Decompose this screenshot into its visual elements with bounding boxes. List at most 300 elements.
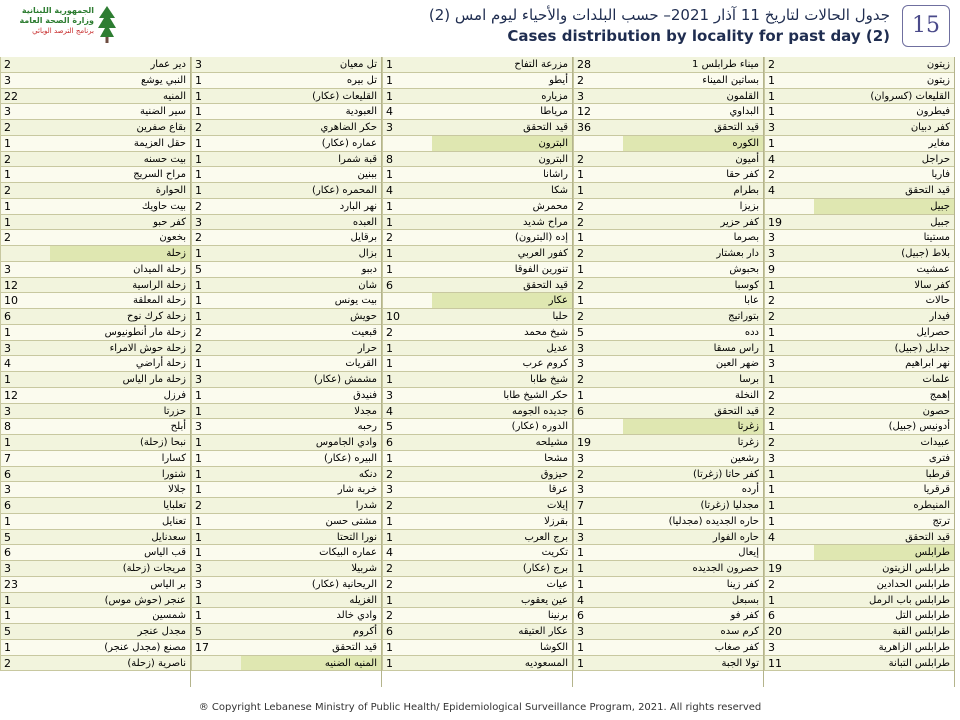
- case-count: 36: [573, 120, 623, 135]
- locality-name: زغرتا: [623, 419, 763, 434]
- locality-name: مصنع (مجدل عنجر): [104, 641, 186, 653]
- locality-name: العبودية: [345, 106, 377, 118]
- case-count: 2: [382, 608, 432, 623]
- table-row: [764, 309, 954, 325]
- locality-name: بقرزلا: [544, 515, 568, 527]
- case-count: 1: [382, 246, 432, 261]
- locality-name: حراجل: [921, 153, 950, 165]
- case-count: 2: [191, 498, 241, 513]
- table-row: [573, 167, 763, 183]
- locality-name: مريجات (زحلة): [122, 563, 186, 574]
- locality-name: قيد التحقق: [523, 279, 568, 291]
- table-row: [573, 199, 763, 215]
- locality-name: فنيدق: [353, 389, 377, 401]
- locality-name: طرابلس باب الرمل: [869, 594, 950, 606]
- case-count: 1: [382, 341, 432, 356]
- case-count: 1: [191, 451, 241, 466]
- case-count: 1: [764, 104, 814, 119]
- case-count: 2: [573, 199, 623, 214]
- table-row: [382, 640, 572, 656]
- table-row: [0, 451, 190, 467]
- table-row: [573, 404, 763, 420]
- case-count: 2: [764, 167, 814, 182]
- case-count: 1: [764, 372, 814, 387]
- locality-name: سير الضنية: [140, 106, 186, 118]
- case-count: 3: [382, 482, 432, 497]
- table-row: [0, 624, 190, 640]
- locality-name: القريات: [345, 358, 377, 370]
- case-count: 4: [382, 404, 432, 419]
- table-row: [0, 120, 190, 136]
- locality-name: القليعات (عكار): [312, 90, 377, 102]
- case-count: 3: [764, 451, 814, 466]
- locality-name: كفر حقا: [726, 169, 759, 181]
- case-count: 1: [0, 640, 50, 655]
- locality-name: مشحا: [544, 452, 568, 464]
- case-count: 2: [0, 656, 50, 671]
- table-column: [573, 57, 764, 687]
- locality-name: حاره الفوار: [712, 531, 759, 543]
- table-row: [382, 199, 572, 215]
- locality-name: شيخ طابا: [530, 374, 568, 385]
- case-count: 3: [764, 640, 814, 655]
- table-row: [191, 372, 381, 388]
- case-count: [191, 656, 241, 671]
- case-count: 2: [382, 498, 432, 513]
- table-row: [382, 435, 572, 451]
- case-count: 1: [382, 215, 432, 230]
- locality-name: مشمش (عكار): [313, 374, 377, 385]
- locality-name: الغزيله: [349, 594, 377, 606]
- locality-name: مراح السريج: [133, 169, 186, 181]
- case-count: 6: [573, 608, 623, 623]
- case-count: 1: [0, 199, 50, 214]
- case-count: 2: [382, 561, 432, 576]
- table-row: [0, 278, 190, 294]
- case-count: 4: [382, 104, 432, 119]
- locality-name: كفر فو: [730, 610, 759, 622]
- locality-name: البترون: [538, 153, 568, 165]
- case-count: 1: [764, 593, 814, 608]
- logo-line-1: الجمهورية اللبنانية: [21, 6, 94, 15]
- locality-name: شربيلا: [351, 563, 377, 574]
- case-count: 1: [191, 104, 241, 119]
- locality-name: أرده: [741, 484, 759, 496]
- locality-name: أميون: [735, 153, 759, 165]
- locality-name: عابا: [744, 295, 759, 307]
- locality-name: المسعوديه: [524, 657, 568, 669]
- table-row: [191, 199, 381, 215]
- table-row: [573, 577, 763, 593]
- table-row: [0, 136, 190, 152]
- case-count: 10: [0, 293, 50, 308]
- case-count: 1: [764, 136, 814, 151]
- locality-name: أدونيس (جبيل): [888, 421, 950, 433]
- table-row: [0, 104, 190, 120]
- table-row: [764, 152, 954, 168]
- table-row: [382, 624, 572, 640]
- table-row: [0, 640, 190, 656]
- table-row: [573, 656, 763, 672]
- locality-name: عين يعقوب: [520, 594, 568, 606]
- case-count: 2: [573, 246, 623, 261]
- locality-name: برسا: [739, 374, 759, 385]
- case-count: 1: [382, 356, 432, 371]
- case-count: 3: [764, 230, 814, 245]
- case-count: 1: [382, 451, 432, 466]
- case-count: 1: [764, 498, 814, 513]
- locality-name: شتورا: [161, 468, 186, 480]
- locality-name: حصرايل: [916, 326, 950, 338]
- locality-name: تنورين الفوقا: [514, 263, 568, 275]
- table-row: [382, 57, 572, 73]
- locality-name: نورا التحتا: [336, 531, 377, 543]
- case-count: 1: [573, 262, 623, 277]
- case-count: 1: [573, 388, 623, 403]
- locality-name: مشيلحه: [535, 437, 568, 448]
- table-row: [573, 246, 763, 262]
- locality-name: حيزوق: [540, 468, 568, 480]
- locality-name: راشانا: [543, 169, 568, 181]
- case-count: 2: [764, 57, 814, 72]
- table-row: [573, 341, 763, 357]
- case-count: 6: [0, 309, 50, 324]
- table-row: [382, 482, 572, 498]
- locality-name: شيخ محمد: [524, 326, 568, 338]
- case-count: 3: [764, 246, 814, 261]
- locality-name: المنيطره: [913, 500, 950, 511]
- locality-name: الحوارة: [155, 185, 186, 196]
- locality-name: بقاع صفرين: [136, 122, 186, 133]
- table-row: [191, 341, 381, 357]
- table-row: [573, 104, 763, 120]
- locality-name: علمات: [922, 374, 950, 385]
- table-row: [0, 482, 190, 498]
- locality-name: خربة شار: [337, 484, 377, 496]
- table-row: [0, 467, 190, 483]
- case-count: 1: [382, 57, 432, 72]
- table-row: [573, 530, 763, 546]
- locality-name: بتوراتيج: [728, 311, 759, 322]
- locality-name: زحلة: [50, 246, 190, 261]
- table-row: [0, 514, 190, 530]
- locality-name: عبيدات: [920, 437, 950, 448]
- locality-name: طرابلس القبة: [892, 626, 950, 637]
- case-count: 1: [0, 514, 50, 529]
- case-count: 2: [382, 467, 432, 482]
- locality-name: مراح شديد: [523, 216, 568, 228]
- case-count: 3: [573, 451, 623, 466]
- case-count: 12: [0, 278, 50, 293]
- table-row: [191, 404, 381, 420]
- table-row: [0, 561, 190, 577]
- locality-name: كفر حزير: [720, 216, 759, 228]
- table-row: [0, 293, 190, 309]
- case-count: 5: [191, 624, 241, 639]
- table-row: [573, 561, 763, 577]
- locality-name: زيتون: [926, 74, 950, 86]
- case-count: 3: [573, 356, 623, 371]
- locality-name: برقايل: [350, 232, 377, 244]
- table-row: [191, 640, 381, 656]
- locality-name: طرابلس الزيتون: [882, 563, 950, 574]
- case-count: 3: [382, 120, 432, 135]
- table-row: [0, 577, 190, 593]
- locality-name: حالات: [925, 295, 950, 307]
- locality-name: حزرتا: [163, 405, 186, 417]
- case-count: 22: [0, 89, 50, 104]
- case-count: [382, 136, 432, 151]
- locality-name: قيد التحقق: [714, 405, 759, 417]
- locality-name: الريحانية (عكار): [311, 578, 377, 590]
- case-count: 1: [191, 482, 241, 497]
- case-count: 1: [191, 183, 241, 198]
- case-count: 2: [573, 309, 623, 324]
- case-count: 1: [0, 136, 50, 151]
- table-row: [382, 467, 572, 483]
- locality-name: عنجر (حوش موس): [104, 594, 186, 606]
- locality-name: نهر البارد: [339, 200, 377, 212]
- locality-name: زيتون: [926, 59, 950, 70]
- case-count: 1: [191, 293, 241, 308]
- table-row: [191, 57, 381, 73]
- locality-name: كسارا: [161, 452, 186, 464]
- locality-name: كرم سده: [720, 626, 759, 637]
- table-row: [573, 325, 763, 341]
- locality-name: عماره البيكات: [319, 547, 377, 559]
- locality-name: بزيزا: [739, 200, 759, 212]
- locality-name: حصرون الجديده: [692, 563, 759, 574]
- case-count: [0, 246, 50, 261]
- table-row: [382, 230, 572, 246]
- locality-name: زحلة كرك نوح: [127, 311, 186, 322]
- table-row: [573, 593, 763, 609]
- locality-name: إيلات: [547, 500, 568, 511]
- locality-name: دنكه: [358, 468, 377, 480]
- table-row: [191, 104, 381, 120]
- district-header-row: [0, 246, 190, 262]
- case-count: 6: [764, 608, 814, 623]
- table-row: [382, 309, 572, 325]
- locality-name: حكر الشيخ طابا: [503, 389, 568, 401]
- case-count: 1: [764, 482, 814, 497]
- table-row: [573, 183, 763, 199]
- table-row: [764, 467, 954, 483]
- table-row: [0, 199, 190, 215]
- case-count: 1: [191, 514, 241, 529]
- table-row: [382, 419, 572, 435]
- table-row: [191, 278, 381, 294]
- table-row: [382, 404, 572, 420]
- cases-table: [4, 57, 955, 687]
- district-header-row: [573, 136, 763, 152]
- locality-name: بيت يونس: [334, 295, 377, 307]
- locality-name: حكر الضاهري: [320, 122, 377, 133]
- table-row: [382, 356, 572, 372]
- locality-name: قيد التحقق: [905, 531, 950, 543]
- locality-name: فاريا: [931, 169, 950, 181]
- locality-name: المنيه الضنيه: [241, 656, 381, 671]
- case-count: 19: [573, 435, 623, 450]
- case-count: 3: [764, 120, 814, 135]
- table-row: [764, 530, 954, 546]
- table-row: [382, 545, 572, 561]
- table-row: [191, 388, 381, 404]
- table-row: [764, 278, 954, 294]
- case-count: [382, 293, 432, 308]
- title-english: Cases distribution by locality for past day (2): [507, 27, 890, 45]
- table-row: [382, 388, 572, 404]
- case-count: 8: [382, 152, 432, 167]
- table-row: [573, 57, 763, 73]
- locality-name: جبيل: [814, 199, 954, 214]
- case-count: 3: [382, 388, 432, 403]
- case-count: 1: [764, 467, 814, 482]
- table-row: [191, 167, 381, 183]
- table-row: [191, 593, 381, 609]
- case-count: 2: [573, 467, 623, 482]
- case-count: 20: [764, 624, 814, 639]
- case-count: 5: [0, 624, 50, 639]
- case-count: 1: [764, 73, 814, 88]
- table-row: [764, 230, 954, 246]
- case-count: 1: [764, 325, 814, 340]
- case-count: 1: [191, 404, 241, 419]
- table-row: [382, 278, 572, 294]
- table-row: [382, 530, 572, 546]
- case-count: 1: [191, 608, 241, 623]
- locality-name: زحلة مار أنطونيوس: [104, 326, 186, 338]
- locality-name: عكار العتيقه: [518, 626, 568, 637]
- table-row: [0, 215, 190, 231]
- table-row: [382, 73, 572, 89]
- table-row: [0, 388, 190, 404]
- table-row: [0, 435, 190, 451]
- table-row: [0, 356, 190, 372]
- case-count: 3: [573, 89, 623, 104]
- table-row: [382, 183, 572, 199]
- case-count: [764, 545, 814, 560]
- district-header-row: [382, 136, 572, 152]
- locality-name: زحلة حوش الامراء: [109, 342, 186, 354]
- case-count: 1: [382, 656, 432, 671]
- case-count: 1: [573, 656, 623, 671]
- locality-name: دار بعشتار: [716, 248, 759, 259]
- locality-name: زغرتا: [737, 437, 759, 448]
- table-row: [191, 215, 381, 231]
- table-row: [764, 608, 954, 624]
- locality-name: جديده الجومه: [511, 405, 568, 417]
- locality-name: طرابلس التبانة: [888, 657, 950, 669]
- case-count: 3: [191, 57, 241, 72]
- locality-name: مزرعة التفاح: [514, 59, 568, 70]
- case-count: 1: [0, 608, 50, 623]
- locality-name: ناصرية (زحلة): [127, 657, 186, 669]
- table-row: [191, 451, 381, 467]
- case-count: 2: [764, 577, 814, 592]
- case-count: 1: [573, 514, 623, 529]
- case-count: 2: [573, 73, 623, 88]
- case-count: 2: [0, 120, 50, 135]
- table-row: [573, 435, 763, 451]
- page-number: 15: [902, 5, 950, 47]
- case-count: 1: [191, 73, 241, 88]
- locality-name: جبيل: [930, 216, 950, 228]
- table-row: [573, 498, 763, 514]
- table-row: [0, 372, 190, 388]
- table-row: [573, 278, 763, 294]
- table-row: [0, 73, 190, 89]
- locality-name: المنيه: [162, 90, 186, 102]
- table-row: [764, 561, 954, 577]
- case-count: 28: [573, 57, 623, 72]
- table-row: [382, 608, 572, 624]
- case-count: 12: [0, 388, 50, 403]
- case-count: 1: [191, 246, 241, 261]
- case-count: 2: [382, 577, 432, 592]
- locality-name: رشعين: [730, 452, 759, 464]
- case-count: 7: [573, 498, 623, 513]
- case-count: 1: [191, 89, 241, 104]
- locality-name: فرزل: [163, 389, 186, 401]
- locality-name: تكريت: [541, 547, 568, 559]
- case-count: 1: [573, 577, 623, 592]
- table-row: [573, 467, 763, 483]
- case-count: 2: [191, 325, 241, 340]
- case-count: 1: [0, 325, 50, 340]
- district-header-row: [573, 419, 763, 435]
- table-row: [191, 262, 381, 278]
- table-row: [191, 482, 381, 498]
- table-row: [191, 89, 381, 105]
- case-count: 1: [764, 341, 814, 356]
- case-count: 1: [382, 89, 432, 104]
- table-row: [191, 624, 381, 640]
- case-count: 1: [382, 593, 432, 608]
- case-count: 19: [764, 215, 814, 230]
- table-row: [382, 167, 572, 183]
- locality-name: كروم عرب: [522, 358, 568, 370]
- locality-name: قبة شمرا: [338, 153, 377, 165]
- table-row: [573, 545, 763, 561]
- case-count: 8: [0, 419, 50, 434]
- case-count: 19: [764, 561, 814, 576]
- table-row: [573, 120, 763, 136]
- table-row: [573, 230, 763, 246]
- locality-name: مزياره: [541, 90, 568, 102]
- case-count: 4: [573, 593, 623, 608]
- locality-name: فيدار: [929, 311, 950, 322]
- locality-name: ضهر العين: [715, 358, 759, 370]
- table-row: [0, 341, 190, 357]
- locality-name: زحلة مار الياس: [122, 374, 186, 385]
- table-row: [0, 608, 190, 624]
- locality-name: كفر زينا: [726, 578, 759, 590]
- locality-name: مرياطا: [540, 106, 568, 118]
- case-count: 6: [0, 498, 50, 513]
- locality-name: نبحا (زحلة): [140, 437, 186, 448]
- locality-name: شكا: [551, 185, 568, 196]
- locality-name: الكوشا: [540, 641, 568, 653]
- table-row: [382, 451, 572, 467]
- locality-name: زحلة أراضي: [135, 358, 186, 370]
- table-row: [191, 325, 381, 341]
- table-column: [191, 57, 382, 687]
- table-row: [0, 167, 190, 183]
- locality-name: كفور العربي: [517, 248, 568, 259]
- case-count: 5: [573, 325, 623, 340]
- logo-line-2: وزارة الصحة العامة: [19, 16, 94, 25]
